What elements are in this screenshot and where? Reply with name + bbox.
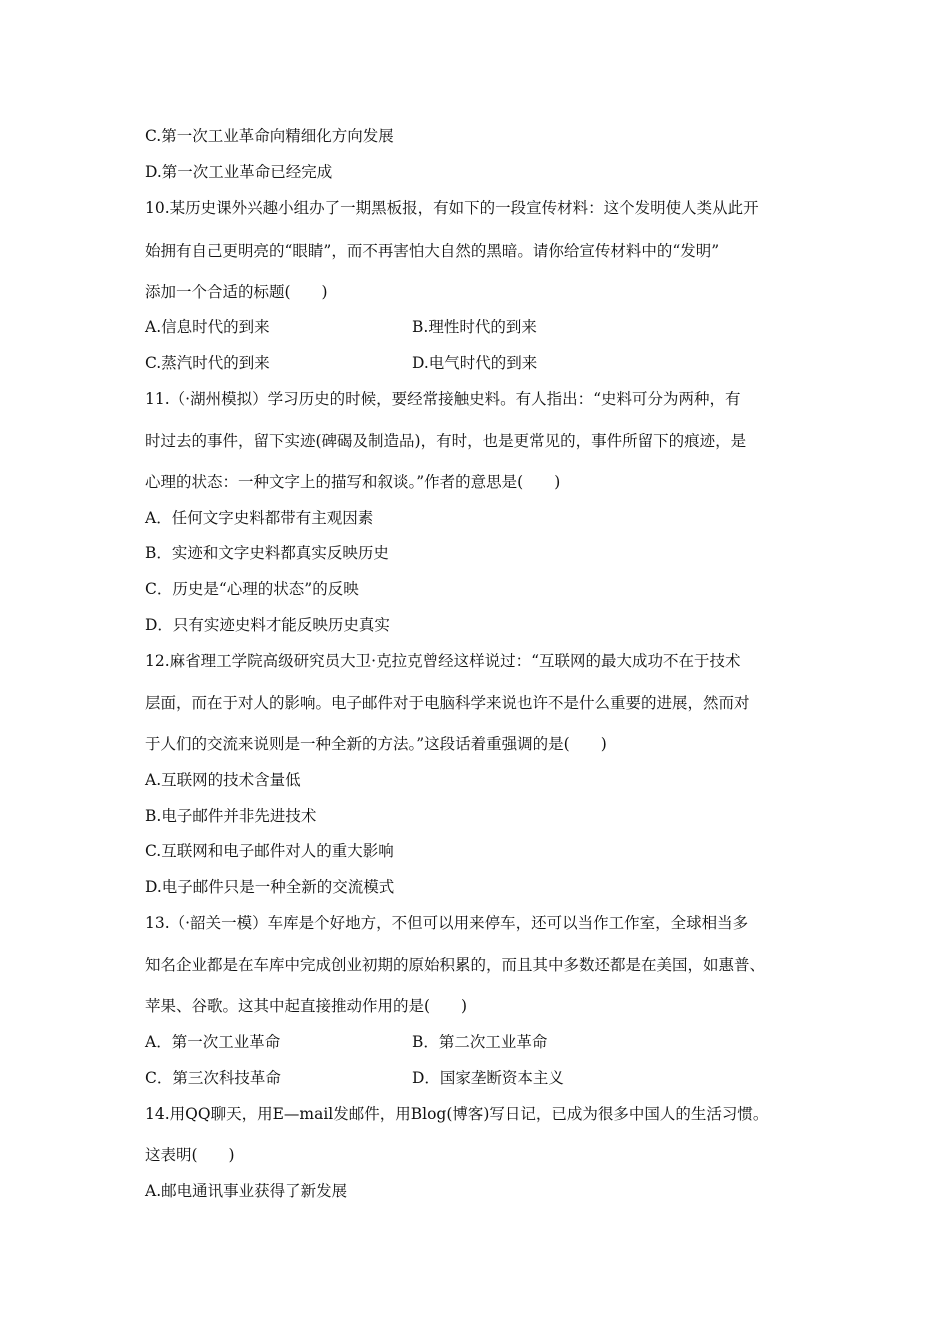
- prev-option-c: C.第一次工业革命向精细化方向发展: [145, 127, 394, 145]
- q10-option-d: D.电气时代的到来: [412, 354, 538, 372]
- q12-stem-line-3: 于人们的交流来说则是一种全新的方法。”这段话着重强调的是( ): [145, 735, 607, 753]
- q14-stem-line-1: 14.用QQ聊天，用E—mail发邮件，用Blog(博客)写日记，已成为很多中国人的生活习惯。: [145, 1105, 769, 1123]
- q11-option-b: B．实迹和文字史料都真实反映历史: [145, 544, 389, 562]
- q13-option-b: B．第二次工业革命: [412, 1033, 548, 1051]
- q12-option-a: A.互联网的技术含量低: [145, 771, 301, 789]
- q12-option-c: C.互联网和电子邮件对人的重大影响: [145, 842, 394, 860]
- q11-option-c: C．历史是“心理的状态”的反映: [145, 580, 359, 598]
- q10-stem-line-1: 10.某历史课外兴趣小组办了一期黑板报，有如下的一段宣传材料：这个发明使人类从此开: [145, 199, 759, 217]
- q10-option-a: A.信息时代的到来: [145, 318, 270, 336]
- q10-option-c: C.蒸汽时代的到来: [145, 354, 270, 372]
- q12-option-b: B.电子邮件并非先进技术: [145, 807, 317, 825]
- q11-stem-line-3: 心理的状态：一种文字上的描写和叙谈。”作者的意思是( ): [145, 473, 561, 491]
- q13-option-a: A．第一次工业革命: [145, 1033, 281, 1051]
- q13-option-d: D．国家垄断资本主义: [412, 1069, 564, 1087]
- q13-stem-line-1: 13.（·韶关一模）车库是个好地方，不但可以用来停车，还可以当作工作室，全球相当多: [145, 914, 749, 932]
- q10-option-b: B.理性时代的到来: [412, 318, 537, 336]
- q14-option-a: A.邮电通讯事业获得了新发展: [145, 1182, 348, 1200]
- q14-stem-line-2: 这表明( ): [145, 1146, 235, 1164]
- q11-option-d: D．只有实迹史料才能反映历史真实: [145, 616, 390, 634]
- q13-stem-line-3: 苹果、谷歌。这其中起直接推动作用的是( ): [145, 997, 468, 1015]
- q13-stem-line-2: 知名企业都是在车库中完成创业初期的原始积累的，而且其中多数还都是在美国，如惠普、: [145, 956, 766, 974]
- q12-option-d: D.电子邮件只是一种全新的交流模式: [145, 878, 395, 896]
- q12-stem-line-2: 层面，而在于对人的影响。电子邮件对于电脑科学来说也许不是什么重要的进展，然而对: [145, 694, 750, 712]
- q12-stem-line-1: 12.麻省理工学院高级研究员大卫·克拉克曾经这样说过：“互联网的最大成功不在于技术: [145, 652, 741, 670]
- q10-stem-line-3: 添加一个合适的标题( ): [145, 283, 328, 301]
- q11-stem-line-2: 时过去的事件，留下实迹(碑碣及制造品)，有时，也是更常见的，事件所留下的痕迹，是: [145, 432, 747, 450]
- q13-option-c: C．第三次科技革命: [145, 1069, 281, 1087]
- q10-stem-line-2: 始拥有自己更明亮的“眼睛”，而不再害怕大自然的黑暗。请你给宣传材料中的“发明”: [145, 242, 720, 260]
- q11-option-a: A．任何文字史料都带有主观因素: [145, 509, 374, 527]
- q11-stem-line-1: 11.（·湖州模拟）学习历史的时候，要经常接触史料。有人指出：“史料可分为两种，有: [145, 390, 741, 408]
- prev-option-d: D.第一次工业革命已经完成: [145, 163, 333, 181]
